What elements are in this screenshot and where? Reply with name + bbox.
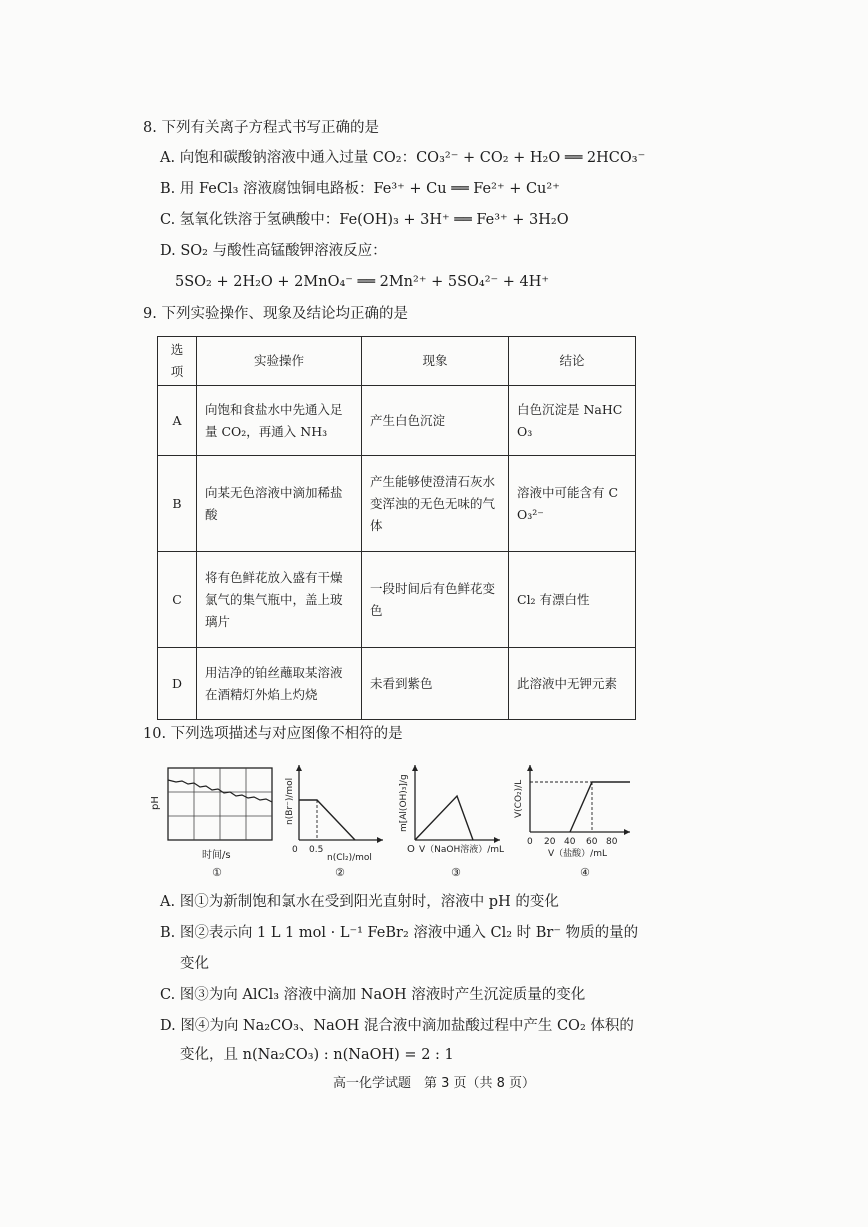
q9-stem: 9. 下列实验操作、现象及结论均正确的是: [143, 306, 408, 322]
graph-4-tick-80: 80: [606, 837, 618, 847]
q8-option-d: D. SO₂ 与酸性高锰酸钾溶液反应：: [160, 243, 387, 259]
graph-2-ylabel: n(Br⁻)/mol: [285, 777, 295, 825]
graph-3-xlabel: V（NaOH溶液）/mL: [419, 845, 505, 855]
row-a-phenomenon: 产生白色沉淀: [362, 386, 509, 456]
page-footer: 高一化学试题 第 3 页（共 8 页）: [332, 1076, 536, 1091]
table-row: [158, 456, 636, 552]
q8-option-d-equation: 5SO₂ + 2H₂O + 2MnO₄⁻ ══ 2Mn²⁺ + 5SO₄²⁻ + 4H⁺: [175, 274, 550, 290]
table-row: [158, 386, 636, 456]
q10-option-c: C. 图③为向 AlCl₃ 溶液中滴加 NaOH 溶液时产生沉淀质量的变化: [160, 987, 586, 1003]
graph-3-aluminum-hydroxide: [395, 760, 505, 880]
graph-2-curve: [299, 800, 355, 840]
row-a-option: A: [158, 386, 197, 456]
q9-table: [157, 336, 636, 720]
graph-4-tick-40: 40: [564, 837, 576, 847]
header-conclusion: 结论: [509, 337, 636, 386]
graph-4-curve: [570, 782, 630, 832]
row-c-option: C: [158, 552, 197, 648]
row-b-operation: 向某无色溶液中滴加稀盐酸: [197, 456, 362, 552]
graph-4-tick-0: 0: [527, 837, 533, 847]
q8-stem: 8. 下列有关离子方程式书写正确的是: [143, 120, 379, 136]
graph-1-xlabel: 时间/s: [202, 850, 231, 861]
row-d-phenomenon: 未看到紫色: [362, 648, 509, 720]
graph-4-co2-volume: [508, 760, 638, 880]
graph-3-origin: O: [407, 844, 415, 855]
graph-2-tick: 0.5: [309, 845, 324, 855]
table-row: [158, 552, 636, 648]
row-c-phenomenon: 一段时间后有色鲜花变色: [362, 552, 509, 648]
graph-1-ylabel: pH: [150, 796, 161, 810]
graph-3-curve: [415, 796, 473, 840]
q8-option-a: A. 向饱和碳酸钠溶液中通入过量 CO₂：CO₃²⁻ + CO₂ + H₂O ══ 2HCO₃⁻: [160, 150, 646, 166]
row-b-option: B: [158, 456, 197, 552]
row-c-conclusion: Cl₂ 有漂白性: [509, 552, 636, 648]
q10-option-d: D. 图④为向 Na₂CO₃、NaOH 混合液中滴加盐酸过程中产生 CO₂ 体积的: [160, 1018, 634, 1034]
table-header-row: [158, 337, 636, 386]
graph-4-xlabel: V（盐酸）/mL: [548, 849, 607, 859]
row-a-operation: 向饱和食盐水中先通入足量 CO₂，再通入 NH₃: [197, 386, 362, 456]
row-a-conclusion: 白色沉淀是 NaHCO₃: [509, 386, 636, 456]
table-row: [158, 648, 636, 720]
row-d-operation: 用洁净的铂丝蘸取某溶液在酒精灯外焰上灼烧: [197, 648, 362, 720]
graph-1-number: ①: [212, 866, 222, 879]
header-operation: 实验操作: [197, 337, 362, 386]
q10-option-d-cont: 变化，且 n(Na₂CO₃) : n(NaOH) = 2 : 1: [180, 1047, 454, 1063]
header-option: 选项: [158, 337, 197, 386]
row-d-conclusion: 此溶液中无钾元素: [509, 648, 636, 720]
q8-option-c: C. 氢氧化铁溶于氢碘酸中：Fe(OH)₃ + 3H⁺ ══ Fe³⁺ + 3H₂O: [160, 212, 569, 228]
row-c-operation: 将有色鲜花放入盛有干燥氯气的集气瓶中，盖上玻璃片: [197, 552, 362, 648]
graph-2-number: ②: [335, 866, 345, 879]
q10-option-b: B. 图②表示向 1 L 1 mol · L⁻¹ FeBr₂ 溶液中通入 Cl₂ 时 Br⁻ 物质的量的: [160, 925, 639, 941]
graph-4-ylabel: V(CO₂)/L: [514, 779, 524, 818]
graph-4-number: ④: [580, 866, 590, 879]
graph-4-tick-20: 20: [544, 837, 556, 847]
q10-option-b-cont: 变化: [180, 956, 209, 972]
graph-3-ylabel: m[Al(OH)₃]/g: [399, 774, 409, 832]
graph-1-ph-chlorine-water: [150, 760, 278, 880]
graph-4-tick-60: 60: [586, 837, 598, 847]
q10-stem: 10. 下列选项描述与对应图像不相符的是: [143, 726, 403, 742]
q8-option-b: B. 用 FeCl₃ 溶液腐蚀铜电路板：Fe³⁺ + Cu ══ Fe²⁺ + Cu²⁺: [160, 181, 560, 197]
row-b-phenomenon: 产生能够使澄清石灰水变浑浊的无色无味的气体: [362, 456, 509, 552]
graph-2-xlabel: n(Cl₂)/mol: [327, 853, 372, 863]
graph-3-number: ③: [451, 866, 461, 879]
graph-2-bromide: [283, 760, 388, 880]
graph-2-origin: 0: [292, 845, 298, 855]
q10-option-a: A. 图①为新制饱和氯水在受到阳光直射时，溶液中 pH 的变化: [160, 894, 559, 910]
row-d-option: D: [158, 648, 197, 720]
row-b-conclusion: 溶液中可能含有 CO₃²⁻: [509, 456, 636, 552]
header-phenomenon: 现象: [362, 337, 509, 386]
